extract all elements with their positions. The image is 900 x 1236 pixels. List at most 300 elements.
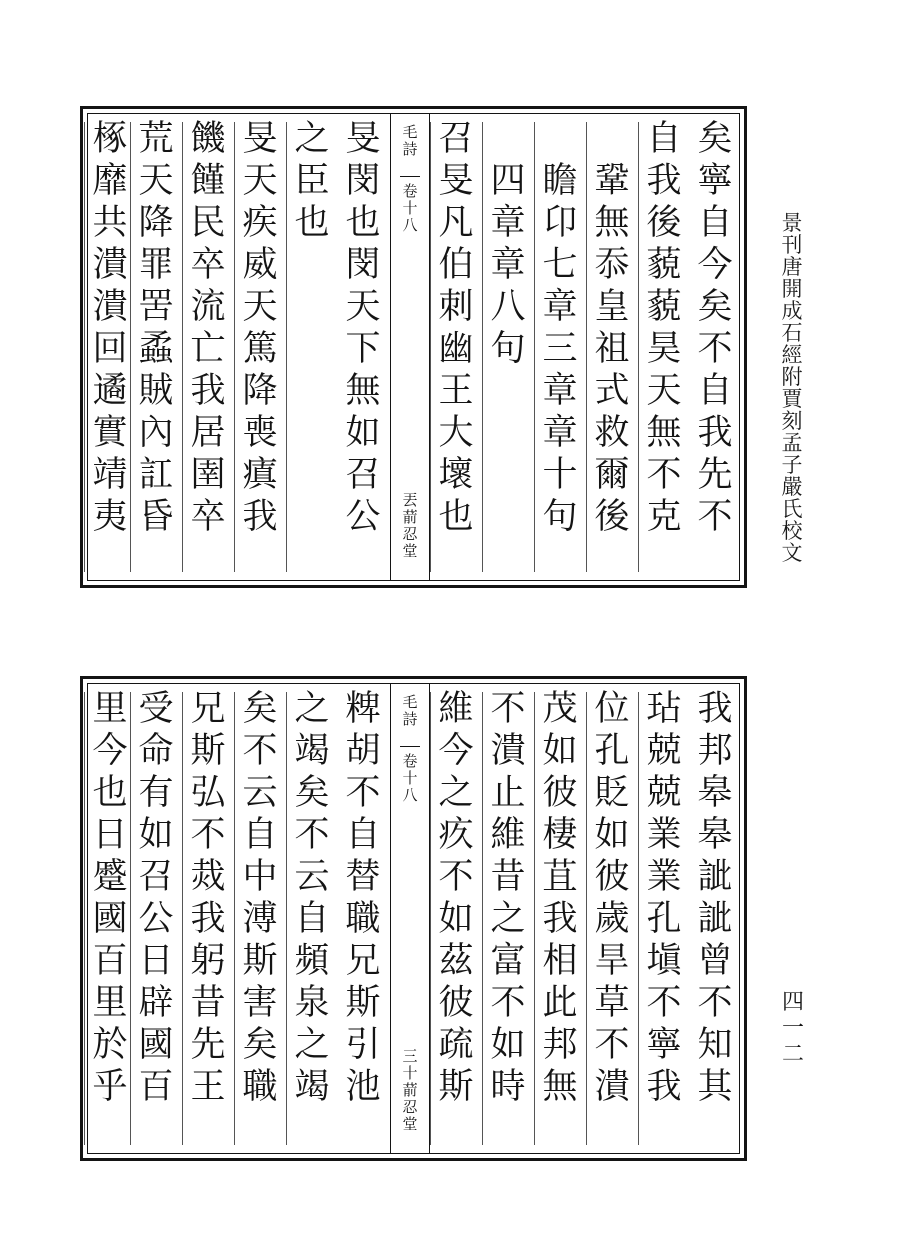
glyph: 丟 [402,491,418,509]
bottom-strip-leaf-publisher [400,1048,420,1133]
glyph: 先 [697,455,733,495]
top-text-column-4 [534,122,585,572]
glyph: 刻 [781,409,803,433]
glyph: 天 [646,371,682,411]
glyph: 三 [402,1047,418,1065]
glyph: 旻 [242,119,278,159]
glyph: 不 [594,1025,630,1065]
glyph: 我 [697,413,733,453]
glyph: 成 [781,299,803,323]
glyph: 十 [402,769,418,787]
glyph: 藐 [646,245,682,285]
glyph: 也 [294,203,330,243]
glyph: 我 [190,371,226,411]
glyph: 命 [138,731,174,771]
glyph: 罪 [138,245,174,285]
glyph: 共 [92,203,128,243]
glyph: 唐 [781,255,803,279]
glyph: 嚴 [781,475,803,499]
bottom-page-panel [80,676,747,1161]
glyph: 茲 [438,941,474,981]
glyph: 池 [345,1067,381,1107]
glyph: 玷 [646,689,682,729]
glyph: 開 [781,277,803,301]
glyph: 靡 [92,161,128,201]
glyph: 不 [697,983,733,1023]
glyph: 降 [138,203,174,243]
glyph: 瘨 [242,455,278,495]
glyph: 我 [242,497,278,537]
glyph: 大 [438,413,474,453]
bottom-text-column-4 [534,689,585,1145]
glyph: 昊 [646,329,682,369]
glyph: 止 [490,773,526,813]
glyph: 潰 [490,731,526,771]
glyph: 云 [294,857,330,897]
glyph: 胡 [345,731,381,771]
glyph: 我 [697,689,733,729]
glyph: 潰 [92,287,128,327]
glyph: 圉 [190,455,226,495]
glyph: 里 [92,689,128,729]
bottom-text-column-11 [130,689,181,1145]
glyph: 蹙 [92,857,128,897]
bottom-text-column-12 [84,689,135,1145]
glyph: 壞 [438,455,474,495]
glyph: 荒 [138,119,174,159]
bottom-text-column-3 [586,689,637,1145]
glyph: 閔 [345,161,381,201]
glyph: 烖 [190,857,226,897]
glyph: 毛 [402,693,418,711]
glyph: 我 [646,1067,682,1107]
glyph: 篤 [242,329,278,369]
bottom-strip-book-title [400,694,420,728]
glyph: 之 [294,119,330,159]
glyph: 十 [542,455,578,495]
glyph: 王 [190,1067,226,1107]
glyph: 毛 [402,123,418,141]
glyph: 章 [542,413,578,453]
glyph: 實 [92,413,128,453]
glyph: 靖 [92,455,128,495]
glyph: 克 [646,497,682,537]
glyph: 自 [697,203,733,243]
glyph: 職 [345,899,381,939]
glyph: 百 [138,1067,174,1107]
glyph: 章 [490,203,526,243]
glyph: 富 [490,941,526,981]
glyph: 二 [781,1042,804,1067]
glyph: 喪 [242,413,278,453]
glyph: 伯 [438,245,474,285]
glyph: 亡 [190,329,226,369]
glyph: 召 [345,455,381,495]
glyph: 椓 [92,119,128,159]
glyph: 今 [92,731,128,771]
glyph: 卷 [402,182,418,200]
glyph: 先 [190,1025,226,1065]
glyph: 幽 [438,329,474,369]
glyph: 八 [402,786,418,804]
glyph: 時 [490,1067,526,1107]
bottom-text-column-2 [638,689,689,1145]
glyph: 弘 [190,773,226,813]
glyph: 相 [542,941,578,981]
glyph: 章 [490,245,526,285]
glyph: 孔 [594,731,630,771]
glyph: 七 [542,245,578,285]
glyph: 昔 [490,857,526,897]
top-text-column-9 [234,119,285,572]
glyph: 不 [490,983,526,1023]
glyph: 兢 [646,731,682,771]
glyph: 彼 [594,857,630,897]
glyph: 自 [294,899,330,939]
glyph: 如 [490,1025,526,1065]
glyph: 曾 [697,941,733,981]
glyph: 四 [781,990,804,1015]
glyph: 無 [594,203,630,243]
glyph: 下 [345,329,381,369]
top-text-column-11 [130,119,181,572]
glyph: 無 [646,413,682,453]
glyph: 忝 [594,245,630,285]
top-text-column-10 [182,119,233,572]
glyph: 卒 [190,245,226,285]
glyph: 自 [646,119,682,159]
glyph: 兄 [345,941,381,981]
glyph: 兢 [646,773,682,813]
glyph: 校 [781,519,803,543]
glyph: 民 [190,203,226,243]
glyph: 回 [92,329,128,369]
glyph: 業 [646,857,682,897]
glyph: 也 [92,773,128,813]
glyph: 內 [138,413,174,453]
glyph: 邦 [542,1025,578,1065]
glyph: 子 [781,453,803,477]
glyph: 蟊 [138,329,174,369]
glyph: 之 [294,689,330,729]
glyph: 此 [542,983,578,1023]
glyph: 職 [242,1067,278,1107]
glyph: 矣 [242,1025,278,1065]
top-text-column-5 [482,122,533,572]
top-text-column-12 [84,119,135,572]
top-page-inner-frame [87,113,740,581]
glyph: 不 [242,731,278,771]
glyph: 歲 [594,899,630,939]
glyph: 式 [594,371,630,411]
glyph: 位 [594,689,630,729]
side-book-title [780,212,804,564]
glyph: 茂 [542,689,578,729]
glyph: 也 [438,497,474,537]
glyph: 之 [490,899,526,939]
glyph: 章 [542,287,578,327]
glyph: 於 [92,1025,128,1065]
glyph: 一 [781,1016,804,1041]
glyph: 百 [92,941,128,981]
top-text-column-2 [638,119,689,572]
glyph: 爾 [594,455,630,495]
top-text-column-6 [430,119,481,572]
glyph: 祖 [594,329,630,369]
glyph: 堂 [402,1115,418,1133]
bottom-text-column-1 [690,689,740,1145]
glyph: 召 [138,857,174,897]
glyph: 有 [138,773,174,813]
top-center-strip [390,114,430,580]
glyph: 訌 [138,455,174,495]
glyph: 流 [190,287,226,327]
glyph: 夷 [92,497,128,537]
glyph: 卷 [402,752,418,770]
glyph: 堂 [402,542,418,560]
glyph: 四 [490,161,526,201]
glyph: 害 [242,983,278,1023]
glyph: 如 [345,413,381,453]
glyph: 十 [402,1064,418,1082]
glyph: 八 [402,216,418,234]
glyph: 之 [294,1025,330,1065]
glyph: 不 [490,689,526,729]
glyph: 日 [138,941,174,981]
glyph: 旻 [345,119,381,159]
glyph: 景 [781,211,803,235]
glyph: 皋 [697,815,733,855]
glyph: 維 [490,815,526,855]
glyph: 引 [345,1025,381,1065]
glyph: 如 [594,815,630,855]
glyph: 卬 [542,203,578,243]
glyph: 不 [438,857,474,897]
bottom-text-column-7 [338,689,388,1145]
glyph: 三 [542,329,578,369]
glyph: 矣 [294,773,330,813]
glyph: 自 [345,815,381,855]
glyph: 附 [781,365,803,389]
bottom-text-column-5 [482,689,533,1145]
glyph: 我 [646,161,682,201]
glyph: 彼 [438,983,474,1023]
glyph: 貶 [594,773,630,813]
glyph: 訿 [697,899,733,939]
glyph: 我 [190,899,226,939]
glyph: 乎 [92,1067,128,1107]
glyph: 寧 [697,161,733,201]
glyph: 無 [345,371,381,411]
glyph: 文 [781,541,803,565]
glyph: 天 [242,287,278,327]
glyph: 忍 [402,525,418,543]
bottom-text-column-10 [182,689,233,1145]
top-page-panel [80,106,747,588]
glyph: 知 [697,1025,733,1065]
glyph: 受 [138,689,174,729]
glyph: 饑 [190,119,226,159]
glyph: 凡 [438,203,474,243]
glyph: 泉 [294,983,330,1023]
glyph: 句 [542,497,578,537]
glyph: 苴 [542,857,578,897]
glyph: 里 [92,983,128,1023]
glyph: 刺 [438,287,474,327]
glyph: 不 [697,497,733,537]
glyph: 石 [781,321,803,345]
top-strip-volume [400,176,420,234]
glyph: 降 [242,371,278,411]
glyph: 孟 [781,431,803,455]
glyph: 後 [594,497,630,537]
glyph: 矣 [242,689,278,729]
glyph: 不 [294,815,330,855]
glyph: 日 [92,815,128,855]
glyph: 竭 [294,1067,330,1107]
bottom-text-column-6 [430,689,481,1145]
glyph: 之 [438,773,474,813]
top-text-column-7 [338,119,388,572]
glyph: 瞻 [542,161,578,201]
glyph: 維 [438,689,474,729]
glyph: 葥 [402,1081,418,1099]
glyph: 賈 [781,387,803,411]
top-strip-leaf-publisher [400,492,420,560]
glyph: 我 [542,899,578,939]
glyph: 閔 [345,245,381,285]
glyph: 疏 [438,1025,474,1065]
glyph: 詩 [402,140,418,158]
glyph: 公 [345,497,381,537]
glyph: 賊 [138,371,174,411]
glyph: 經 [781,343,803,367]
bottom-text-column-9 [234,689,285,1145]
top-text-column-3 [586,122,637,572]
bottom-strip-volume [400,746,420,804]
glyph: 頻 [294,941,330,981]
top-text-column-8 [286,119,337,572]
glyph: 遹 [92,371,128,411]
glyph: 矣 [697,119,733,159]
glyph: 今 [438,731,474,771]
glyph: 昔 [190,983,226,1023]
glyph: 中 [242,857,278,897]
glyph: 寧 [646,1025,682,1065]
glyph: 救 [594,413,630,453]
top-strip-book-title [400,124,420,158]
glyph: 兄 [190,689,226,729]
glyph: 孔 [646,899,682,939]
glyph: 不 [697,329,733,369]
glyph: 國 [138,1025,174,1065]
page-number [780,990,806,1068]
glyph: 如 [138,815,174,855]
glyph: 天 [345,287,381,327]
glyph: 草 [594,983,630,1023]
glyph: 鞏 [594,161,630,201]
glyph: 不 [345,773,381,813]
bottom-text-column-8 [286,689,337,1145]
glyph: 臣 [294,161,330,201]
glyph: 章 [542,371,578,411]
glyph: 刊 [781,233,803,257]
glyph: 不 [646,983,682,1023]
glyph: 疾 [242,203,278,243]
glyph: 皋 [697,773,733,813]
glyph: 彼 [542,773,578,813]
top-text-column-1 [690,119,740,572]
glyph: 如 [542,731,578,771]
glyph: 也 [345,203,381,243]
glyph: 後 [646,203,682,243]
glyph: 邦 [697,731,733,771]
glyph: 其 [697,1067,733,1107]
glyph: 訿 [697,857,733,897]
glyph: 斯 [438,1067,474,1107]
glyph: 疚 [438,815,474,855]
glyph: 不 [190,815,226,855]
bottom-center-strip [390,684,430,1153]
glyph: 躬 [190,941,226,981]
glyph: 忍 [402,1098,418,1116]
glyph: 竭 [294,731,330,771]
glyph: 矣 [697,287,733,327]
glyph: 塡 [646,941,682,981]
glyph: 威 [242,245,278,285]
glyph: 自 [242,815,278,855]
glyph: 句 [490,329,526,369]
glyph: 棲 [542,815,578,855]
glyph: 溥 [242,899,278,939]
glyph: 天 [138,161,174,201]
glyph: 氏 [781,497,803,521]
glyph: 云 [242,773,278,813]
glyph: 藐 [646,287,682,327]
glyph: 斯 [345,983,381,1023]
glyph: 粺 [345,689,381,729]
glyph: 不 [646,455,682,495]
glyph: 斯 [190,731,226,771]
glyph: 葥 [402,508,418,526]
glyph: 旱 [594,941,630,981]
glyph: 潰 [594,1067,630,1107]
glyph: 天 [242,161,278,201]
glyph: 皇 [594,287,630,327]
glyph: 旻 [438,161,474,201]
glyph: 昏 [138,497,174,537]
glyph: 斯 [242,941,278,981]
bottom-page-inner-frame [87,683,740,1154]
glyph: 國 [92,899,128,939]
glyph: 替 [345,857,381,897]
glyph: 公 [138,899,174,939]
glyph: 無 [542,1067,578,1107]
glyph: 罟 [138,287,174,327]
glyph: 潰 [92,245,128,285]
glyph: 辟 [138,983,174,1023]
glyph: 饉 [190,161,226,201]
glyph: 今 [697,245,733,285]
glyph: 業 [646,815,682,855]
glyph: 十 [402,199,418,217]
glyph: 八 [490,287,526,327]
glyph: 如 [438,899,474,939]
glyph: 自 [697,371,733,411]
glyph: 居 [190,413,226,453]
glyph: 卒 [190,497,226,537]
glyph: 王 [438,371,474,411]
